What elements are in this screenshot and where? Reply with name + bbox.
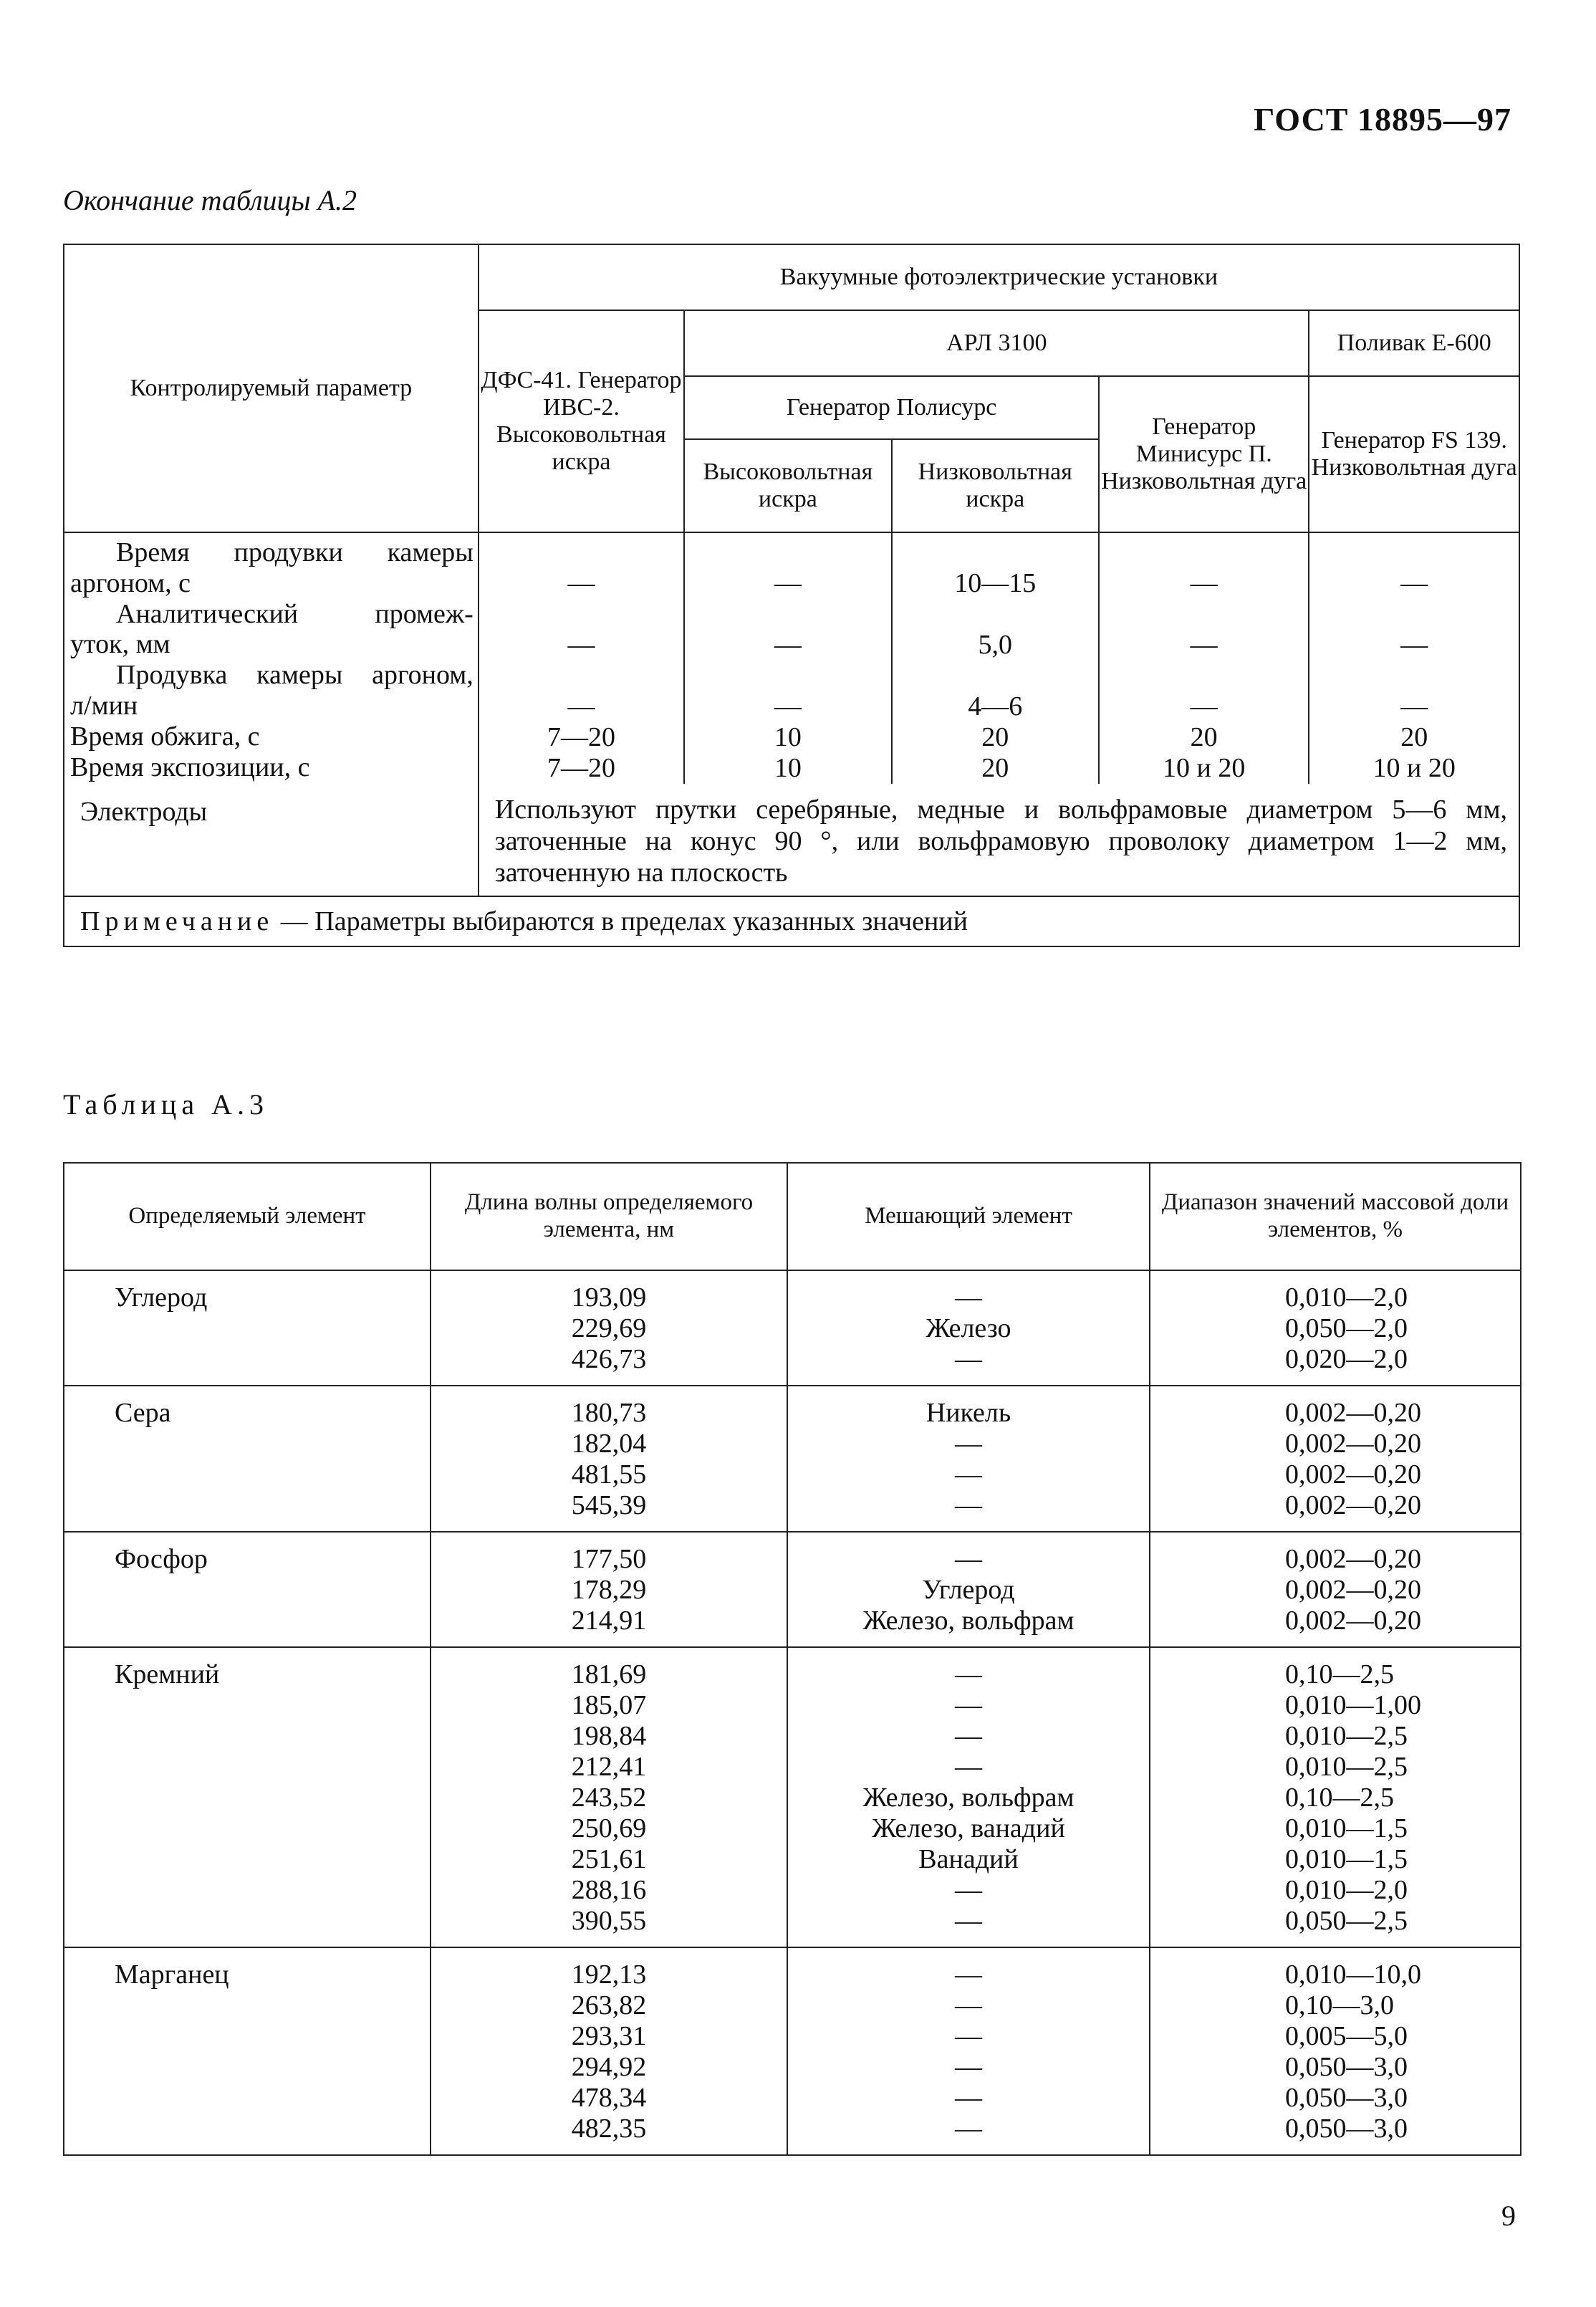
cell-value: — — [774, 568, 802, 598]
header-minisurs: Генератор Минисурс П. Низковольтная дуга — [1099, 376, 1309, 532]
cell-value: — — [567, 630, 595, 660]
cell-value: 478,34 — [571, 2083, 647, 2113]
table-note — [64, 896, 1519, 946]
range-cell — [1150, 1532, 1521, 1647]
cell-value: 198,84 — [571, 1721, 647, 1751]
header-element: Определяемый элемент — [64, 1163, 431, 1270]
cell-value: 0,10—2,5 — [1285, 1783, 1394, 1813]
element-cell: Сера — [64, 1386, 431, 1532]
electrodes-text: Используют прутки серебряные, медные и вольфрамовые диаметром 5—6 мм, заточенные на конус 90 °, или вольфрамовую проволоку диаметром 1—2 мм, заточенную на плоскость — [479, 784, 1519, 896]
cell-value: 251,61 — [571, 1844, 647, 1874]
cell-value: 10 — [774, 722, 802, 752]
param-text: аргоном, с — [70, 567, 191, 598]
cell-value: 177,50 — [571, 1544, 647, 1574]
cell-value: 545,39 — [571, 1490, 647, 1520]
cell-value: 390,55 — [571, 1906, 647, 1936]
cell-value: 293,31 — [571, 2021, 647, 2051]
cell-value: 263,82 — [571, 1990, 647, 2020]
table-a2 — [63, 244, 1520, 947]
cell-value: 0,010—1,00 — [1285, 1690, 1421, 1720]
cell-value: 0,050—2,0 — [1285, 1313, 1408, 1343]
cell-value: Железо — [926, 1313, 1011, 1343]
cell-value: — — [955, 2052, 982, 2082]
header-dfs: ДФС-41. Генератор ИВС-2. Высоковольтная искра — [479, 310, 684, 532]
cell-value: 0,10—2,5 — [1285, 1659, 1394, 1689]
table-row — [64, 1386, 1521, 1532]
cell-value: 20 — [981, 722, 1009, 752]
cell-value: — — [955, 1721, 982, 1751]
cell-value: — — [955, 1990, 982, 2020]
cell-value: Никель — [926, 1398, 1011, 1428]
cell-value: — — [955, 1459, 982, 1490]
header-hv-spark: Высоковольтная искра — [684, 439, 891, 532]
header-vacuum: Вакуумные фотоэлектрические установки — [479, 244, 1519, 310]
cell-value: — — [955, 2083, 982, 2113]
cell-value: 193,09 — [571, 1282, 647, 1313]
cell-value: Железо, вольфрам — [862, 1783, 1075, 1813]
cell-value: — — [955, 1659, 982, 1689]
table-a3-caption: Таблица А.3 — [63, 1088, 269, 1121]
wavelength-cell — [431, 1270, 787, 1386]
cell-value: 0,002—0,20 — [1285, 1544, 1421, 1574]
cell-value: 180,73 — [571, 1398, 647, 1428]
interfering-cell — [787, 1532, 1150, 1647]
cell-value: 182,04 — [571, 1429, 647, 1459]
cell-value: 20 — [1400, 722, 1428, 752]
cell-value: Углерод — [922, 1575, 1015, 1605]
cell-value: — — [1190, 568, 1218, 598]
cell-value: 7—20 — [547, 722, 615, 752]
param-text: л/мин — [70, 690, 138, 721]
cell-value: 0,002—0,20 — [1285, 1459, 1421, 1490]
cell-value: — — [567, 568, 595, 598]
header-param: Контролируемый параметр — [64, 244, 479, 532]
cell-value: — — [955, 1282, 982, 1313]
param-text: Аналитический промеж- — [116, 598, 473, 629]
cell-value: 0,050—3,0 — [1285, 2083, 1408, 2113]
document-code: ГОСТ 18895—97 — [1254, 101, 1511, 138]
header-polivak: Поливак Е-600 — [1309, 310, 1519, 376]
cell-value: 243,52 — [571, 1783, 647, 1813]
header-polisurs: Генератор Полисурс — [684, 376, 1099, 439]
electrodes-label: Электроды — [64, 784, 479, 896]
cell-value: 0,050—2,5 — [1285, 1906, 1408, 1936]
header-range: Диапазон значений массовой доли элементов, % — [1150, 1163, 1521, 1270]
cell-value: — — [1190, 691, 1218, 721]
cell-value: — — [955, 1544, 982, 1574]
cell-value: 0,002—0,20 — [1285, 1606, 1421, 1636]
cell-value: — — [955, 1490, 982, 1520]
wavelength-cell — [431, 1947, 787, 2155]
table-a2-caption: Окончание таблицы А.2 — [63, 184, 357, 216]
cell-value: — — [955, 2021, 982, 2051]
cell-value: 10 и 20 — [1163, 753, 1246, 783]
header-lv-spark: Низковольтная искра — [892, 439, 1099, 532]
cell-value: 288,16 — [571, 1875, 647, 1905]
cell-value: — — [955, 1960, 982, 1990]
header-wavelength: Длина волны определяемого элемента, нм — [431, 1163, 787, 1270]
cell-value: 0,010—2,5 — [1285, 1721, 1408, 1751]
cell-value: 426,73 — [571, 1344, 647, 1374]
cell-value: 0,002—0,20 — [1285, 1490, 1421, 1520]
cell-value: — — [1400, 630, 1428, 660]
table-a3-body — [64, 1270, 1521, 2155]
cell-value: 10—15 — [954, 568, 1037, 598]
cell-value: 5,0 — [978, 630, 1012, 660]
range-cell — [1150, 1386, 1521, 1532]
cell-value: — — [1400, 568, 1428, 598]
cell-value: 0,050—3,0 — [1285, 2114, 1408, 2144]
cell-value: 0,010—1,5 — [1285, 1813, 1408, 1843]
header-fs139: Генератор FS 139. Низковольтная дуга — [1309, 376, 1519, 532]
range-cell — [1150, 1270, 1521, 1386]
cell-value: 0,10—3,0 — [1285, 1990, 1394, 2020]
cell-value: Ванадий — [918, 1844, 1019, 1874]
cell-value: 181,69 — [571, 1659, 647, 1689]
value-column-fs139 — [1309, 532, 1519, 784]
cell-value: Железо, вольфрам — [862, 1606, 1075, 1636]
cell-value: — — [955, 1344, 982, 1374]
element-cell: Фосфор — [64, 1532, 431, 1647]
cell-value: 0,010—1,5 — [1285, 1844, 1408, 1874]
cell-value: 20 — [981, 753, 1009, 783]
page-number: 9 — [1501, 2200, 1516, 2232]
cell-value: — — [955, 1875, 982, 1905]
interfering-cell — [787, 1386, 1150, 1532]
cell-value: 7—20 — [547, 753, 615, 783]
element-cell: Кремний — [64, 1647, 431, 1947]
cell-value: — — [774, 630, 802, 660]
table-row — [64, 1532, 1521, 1647]
value-column-minisurs — [1099, 532, 1309, 784]
cell-value: — — [955, 1906, 982, 1936]
table-a3 — [63, 1162, 1522, 2156]
value-column-dfs — [479, 532, 684, 784]
cell-value: — — [955, 1690, 982, 1720]
cell-value: 185,07 — [571, 1690, 647, 1720]
param-text: Время обжига, с — [70, 721, 260, 752]
cell-value: 0,020—2,0 — [1285, 1344, 1408, 1374]
param-text: Продувка камеры аргоном, — [116, 660, 473, 691]
cell-value: 0,050—3,0 — [1285, 2052, 1408, 2082]
cell-value: 481,55 — [571, 1459, 647, 1490]
element-cell: Углерод — [64, 1270, 431, 1386]
range-cell — [1150, 1647, 1521, 1947]
cell-value: 212,41 — [571, 1752, 647, 1782]
cell-value: 0,010—2,5 — [1285, 1752, 1408, 1782]
wavelength-cell — [431, 1386, 787, 1532]
cell-value: 482,35 — [571, 2114, 647, 2144]
header-arl: АРЛ 3100 — [684, 310, 1309, 376]
note-text: — Параметры выбираются в пределах указанных значений — [274, 906, 968, 937]
interfering-cell — [787, 1647, 1150, 1947]
interfering-cell — [787, 1947, 1150, 2155]
cell-value: 0,002—0,20 — [1285, 1575, 1421, 1605]
param-text: Время экспозиции, с — [70, 752, 310, 782]
cell-value: 10 и 20 — [1373, 753, 1456, 783]
cell-value: — — [955, 2114, 982, 2144]
param-text: уток, мм — [70, 629, 170, 660]
value-column-lv — [892, 532, 1099, 784]
cell-value: 0,010—2,0 — [1285, 1875, 1408, 1905]
wavelength-cell — [431, 1532, 787, 1647]
table-row — [64, 1947, 1521, 2155]
cell-value: 0,002—0,20 — [1285, 1398, 1421, 1428]
cell-value: 192,13 — [571, 1960, 647, 1990]
cell-value: 214,91 — [571, 1606, 647, 1636]
interfering-cell — [787, 1270, 1150, 1386]
cell-value: 229,69 — [571, 1313, 647, 1343]
cell-value: — — [567, 691, 595, 721]
cell-value: — — [955, 1429, 982, 1459]
cell-value: 178,29 — [571, 1575, 647, 1605]
wavelength-cell — [431, 1647, 787, 1947]
cell-value: 0,002—0,20 — [1285, 1429, 1421, 1459]
element-cell: Марганец — [64, 1947, 431, 2155]
cell-value: Железо, ванадий — [872, 1813, 1065, 1843]
cell-value: — — [1400, 691, 1428, 721]
cell-value: 10 — [774, 753, 802, 783]
range-cell — [1150, 1947, 1521, 2155]
header-interfering: Мешающий элемент — [787, 1163, 1150, 1270]
param-column — [64, 532, 479, 784]
cell-value: 0,010—10,0 — [1285, 1960, 1421, 1990]
cell-value: 250,69 — [571, 1813, 647, 1843]
value-column-hv — [684, 532, 891, 784]
table-row — [64, 1270, 1521, 1386]
cell-value: — — [774, 691, 802, 721]
cell-value: 4—6 — [968, 691, 1023, 721]
cell-value: 20 — [1190, 722, 1218, 752]
cell-value: — — [955, 1752, 982, 1782]
cell-value: — — [1190, 630, 1218, 660]
param-text: Время продувки камеры — [116, 537, 473, 567]
cell-value: 0,005—5,0 — [1285, 2021, 1408, 2051]
note-label: Примечание — [80, 906, 274, 937]
table-row — [64, 1647, 1521, 1947]
cell-value: 294,92 — [571, 2052, 647, 2082]
cell-value: 0,010—2,0 — [1285, 1282, 1408, 1313]
